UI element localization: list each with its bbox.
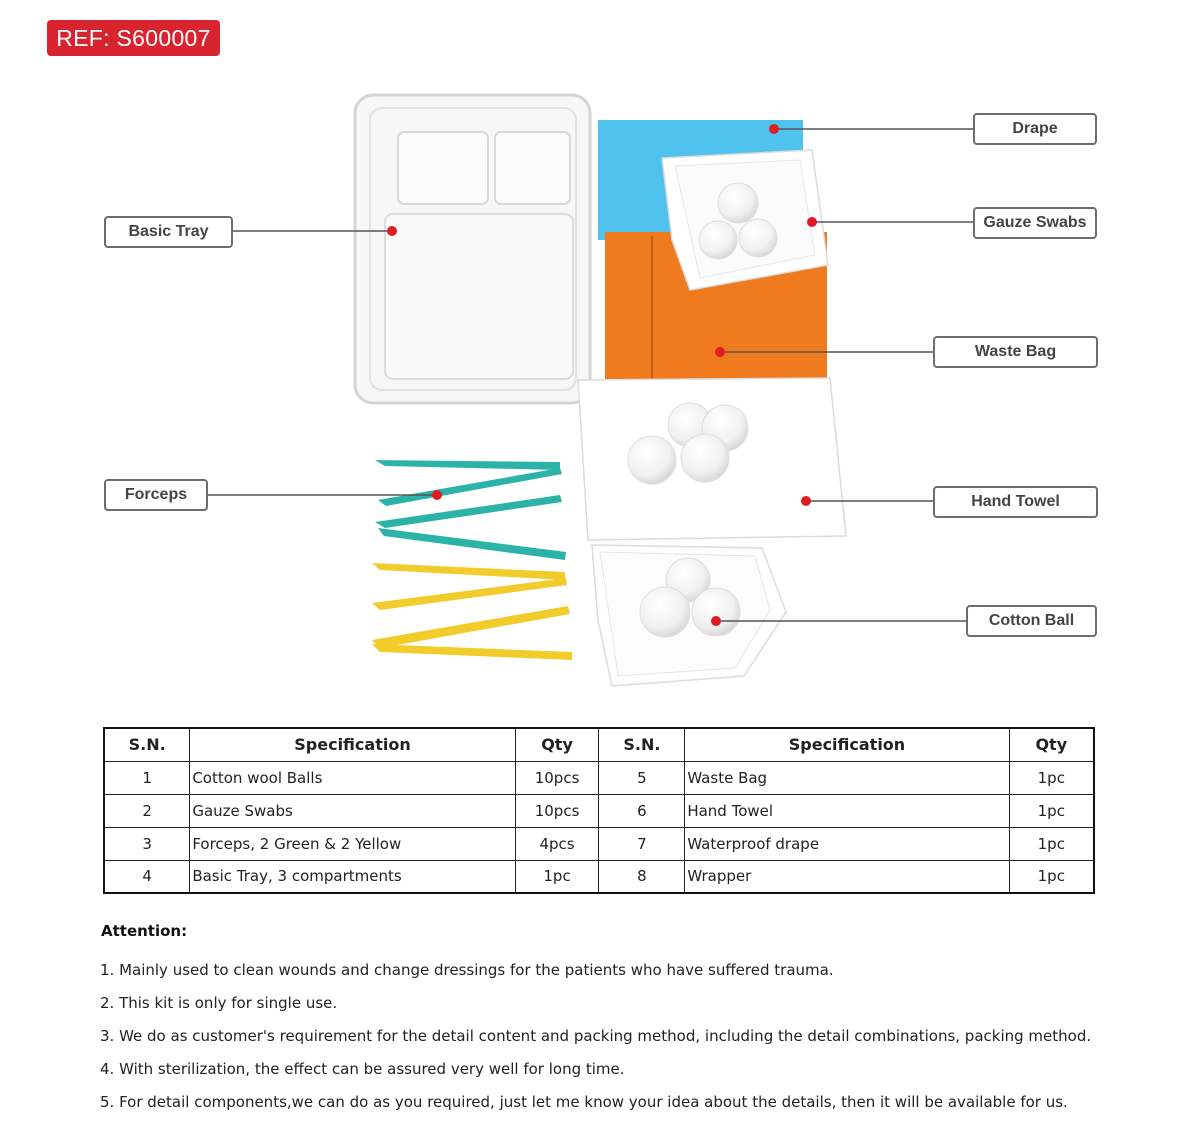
header-specification: Specification (685, 728, 1009, 761)
attention-item: 5. For detail components,we can do as you required, just let me know your idea about the details, then it will be available for us. (100, 1093, 1068, 1111)
table-row (104, 761, 1094, 794)
cell-qty: 1pc (1009, 860, 1094, 893)
callout-gauze-swabs: Gauze Swabs (973, 207, 1097, 239)
callout-forceps: Forceps (104, 479, 208, 511)
cell-qty: 1pc (515, 860, 599, 893)
attention-item: 2. This kit is only for single use. (100, 994, 338, 1012)
cell-sn: 4 (104, 860, 190, 893)
cell-qty: 1pc (1009, 827, 1094, 860)
header-sn: S.N. (104, 728, 190, 761)
cell-specification: Wrapper (685, 860, 1009, 893)
cell-qty: 4pcs (515, 827, 599, 860)
callout-waste-bag: Waste Bag (933, 336, 1098, 368)
callout-cotton-ball: Cotton Ball (966, 605, 1097, 637)
cell-sn: 2 (104, 794, 190, 827)
cell-specification: Forceps, 2 Green & 2 Yellow (190, 827, 515, 860)
attention-item: 3. We do as customer's requirement for the detail content and packing method, including the detail combinations, packing method. (100, 1027, 1092, 1045)
cell-specification: Basic Tray, 3 compartments (190, 860, 515, 893)
cell-sn: 6 (599, 794, 685, 827)
attention-item: 4. With sterilization, the effect can be assured very well for long time. (100, 1060, 625, 1078)
cell-sn: 7 (599, 827, 685, 860)
cell-sn: 3 (104, 827, 190, 860)
attention-item: 1. Mainly used to clean wounds and change dressings for the patients who have suffered trauma. (100, 961, 834, 979)
table-header-row (104, 728, 1094, 761)
header-sn: S.N. (599, 728, 685, 761)
forceps-set (372, 460, 572, 660)
header-qty: Qty (515, 728, 599, 761)
table-row (104, 794, 1094, 827)
header-specification: Specification (190, 728, 515, 761)
callout-hand-towel: Hand Towel (933, 486, 1098, 518)
gauze-swabs (662, 150, 828, 290)
attention-list (100, 960, 1160, 1125)
cell-qty: 10pcs (515, 794, 599, 827)
cell-sn: 8 (599, 860, 685, 893)
cell-qty: 1pc (1009, 794, 1094, 827)
cell-sn: 1 (104, 761, 190, 794)
header-qty: Qty (1009, 728, 1094, 761)
hand-towel (578, 378, 846, 540)
callout-drape: Drape (973, 113, 1097, 145)
cell-qty: 1pc (1009, 761, 1094, 794)
cell-specification: Waterproof drape (685, 827, 1009, 860)
cell-specification: Waste Bag (685, 761, 1009, 794)
table-row (104, 860, 1094, 893)
cell-specification: Hand Towel (685, 794, 1009, 827)
cell-sn: 5 (599, 761, 685, 794)
cell-specification: Cotton wool Balls (190, 761, 515, 794)
table-row (104, 827, 1094, 860)
attention-title: Attention: (101, 922, 188, 940)
cell-qty: 10pcs (515, 761, 599, 794)
basic-tray (355, 95, 590, 403)
spec-table (103, 727, 1095, 894)
callout-basic-tray: Basic Tray (104, 216, 233, 248)
cotton-ball-pad (592, 545, 786, 686)
ref-badge: REF: S600007 (47, 20, 220, 56)
cell-specification: Gauze Swabs (190, 794, 515, 827)
